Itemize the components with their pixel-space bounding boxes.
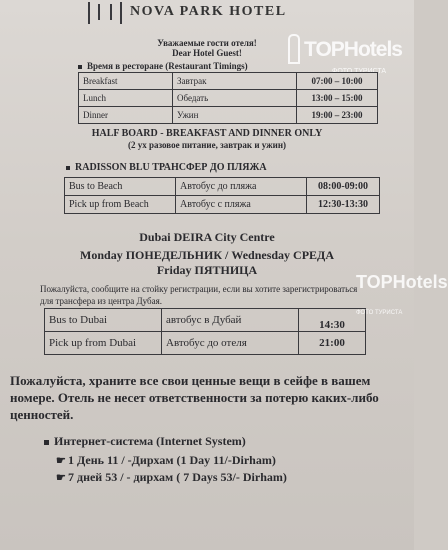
internet-option-label: 7 дней 53 / - дирхам ( 7 Days 53/- Dirham) <box>68 470 287 484</box>
meal-ru: Ужин <box>173 107 297 124</box>
table-row <box>79 73 378 90</box>
table-row <box>45 332 366 355</box>
restaurant-table <box>78 72 378 124</box>
meal-time: 19:00 – 23:00 <box>297 107 378 124</box>
restaurant-title: Время в ресторане (Restaurant Timings) <box>87 61 248 71</box>
watermark-main: TOPHotels <box>356 272 448 292</box>
bullet-icon <box>44 440 49 445</box>
pointing-hand-icon: ☛ <box>56 455 66 467</box>
meal-ru: Завтрак <box>173 73 297 90</box>
transfer-table <box>64 177 380 214</box>
transfer-heading <box>66 162 267 173</box>
transfer-title: RADISSON BLU ТРАНСФЕР ДО ПЛЯЖА <box>75 162 267 173</box>
city-centre-days: Monday ПОНЕДЕЛЬНИК / Wednesday СРЕДА <box>80 248 334 262</box>
greeting-ru: Уважаемые гости отеля! <box>157 38 257 48</box>
dubai-bus-time: 21:00 <box>299 332 366 355</box>
hotel-logo-icon <box>88 2 122 24</box>
dubai-bus-ru: Автобус до отеля <box>162 332 299 355</box>
table-row <box>45 309 366 332</box>
internet-heading <box>44 434 246 449</box>
internet-option <box>56 453 276 468</box>
restaurant-heading <box>78 61 248 71</box>
tophotels-watermark-right <box>356 266 448 326</box>
transfer-en: Pick up from Beach <box>65 196 176 214</box>
bullet-icon <box>66 166 70 170</box>
transfer-ru: Автобус с пляжа <box>176 196 307 214</box>
table-row <box>79 90 378 107</box>
meal-time: 13:00 – 15:00 <box>297 90 378 107</box>
watermark-sub: ФОТО ТУРИСТА <box>356 310 403 316</box>
internet-option <box>56 470 287 485</box>
half-board-title: HALF BOARD - BREAKFAST AND DINNER ONLY <box>91 128 323 139</box>
watermark-main: TOPHotels <box>304 38 402 61</box>
meal-ru: Обедать <box>173 90 297 107</box>
half-board-subtitle: (2 ух разовое питание, завтрак и ужин) <box>127 140 287 150</box>
dubai-bus-en: Pick up from Dubai <box>45 332 162 355</box>
internet-title: Интернет-система (Internet System) <box>54 434 246 448</box>
meal-en: Breakfast <box>79 73 173 90</box>
table-row <box>65 178 380 196</box>
internet-option-label: 1 День 11 / -Дирхам (1 Day 11/-Dirham) <box>68 453 276 467</box>
meal-time: 07:00 – 10:00 <box>297 73 378 90</box>
pointing-hand-icon: ☛ <box>56 472 66 484</box>
registration-note: Пожалуйста, сообщите на стойку регистрации, если вы хотите зарегистрироваться для трансфера из центра Дубая. <box>40 284 358 306</box>
watermark-sub: ФОТО ТУРИСТА <box>332 68 387 75</box>
meal-en: Dinner <box>79 107 173 124</box>
dubai-bus-table <box>44 308 366 355</box>
table-row <box>65 196 380 214</box>
transfer-en: Bus to Beach <box>65 178 176 196</box>
valuables-warning: Пожалуйста, храните все свои ценные вещи в сейфе в вашем номере. Отель не несет ответственности за потерю каких-либо ценностей. <box>10 373 379 422</box>
dubai-bus-ru: автобус в Дубай <box>162 309 299 332</box>
table-row <box>79 107 378 124</box>
dubai-bus-time: 14:30 <box>299 309 366 332</box>
greeting-en: Dear Hotel Guest! <box>172 48 242 58</box>
transfer-time: 12:30-13:30 <box>307 196 380 214</box>
bullet-icon <box>78 65 82 69</box>
transfer-ru: Автобус до пляжа <box>176 178 307 196</box>
city-centre-title: Dubai DEIRA City Centre <box>139 230 275 244</box>
transfer-time: 08:00-09:00 <box>307 178 380 196</box>
meal-en: Lunch <box>79 90 173 107</box>
city-centre-friday: Friday ПЯТНИЦА <box>156 263 258 277</box>
hotel-name: NOVA PARK HOTEL <box>130 4 287 19</box>
dubai-bus-en: Bus to Dubai <box>45 309 162 332</box>
